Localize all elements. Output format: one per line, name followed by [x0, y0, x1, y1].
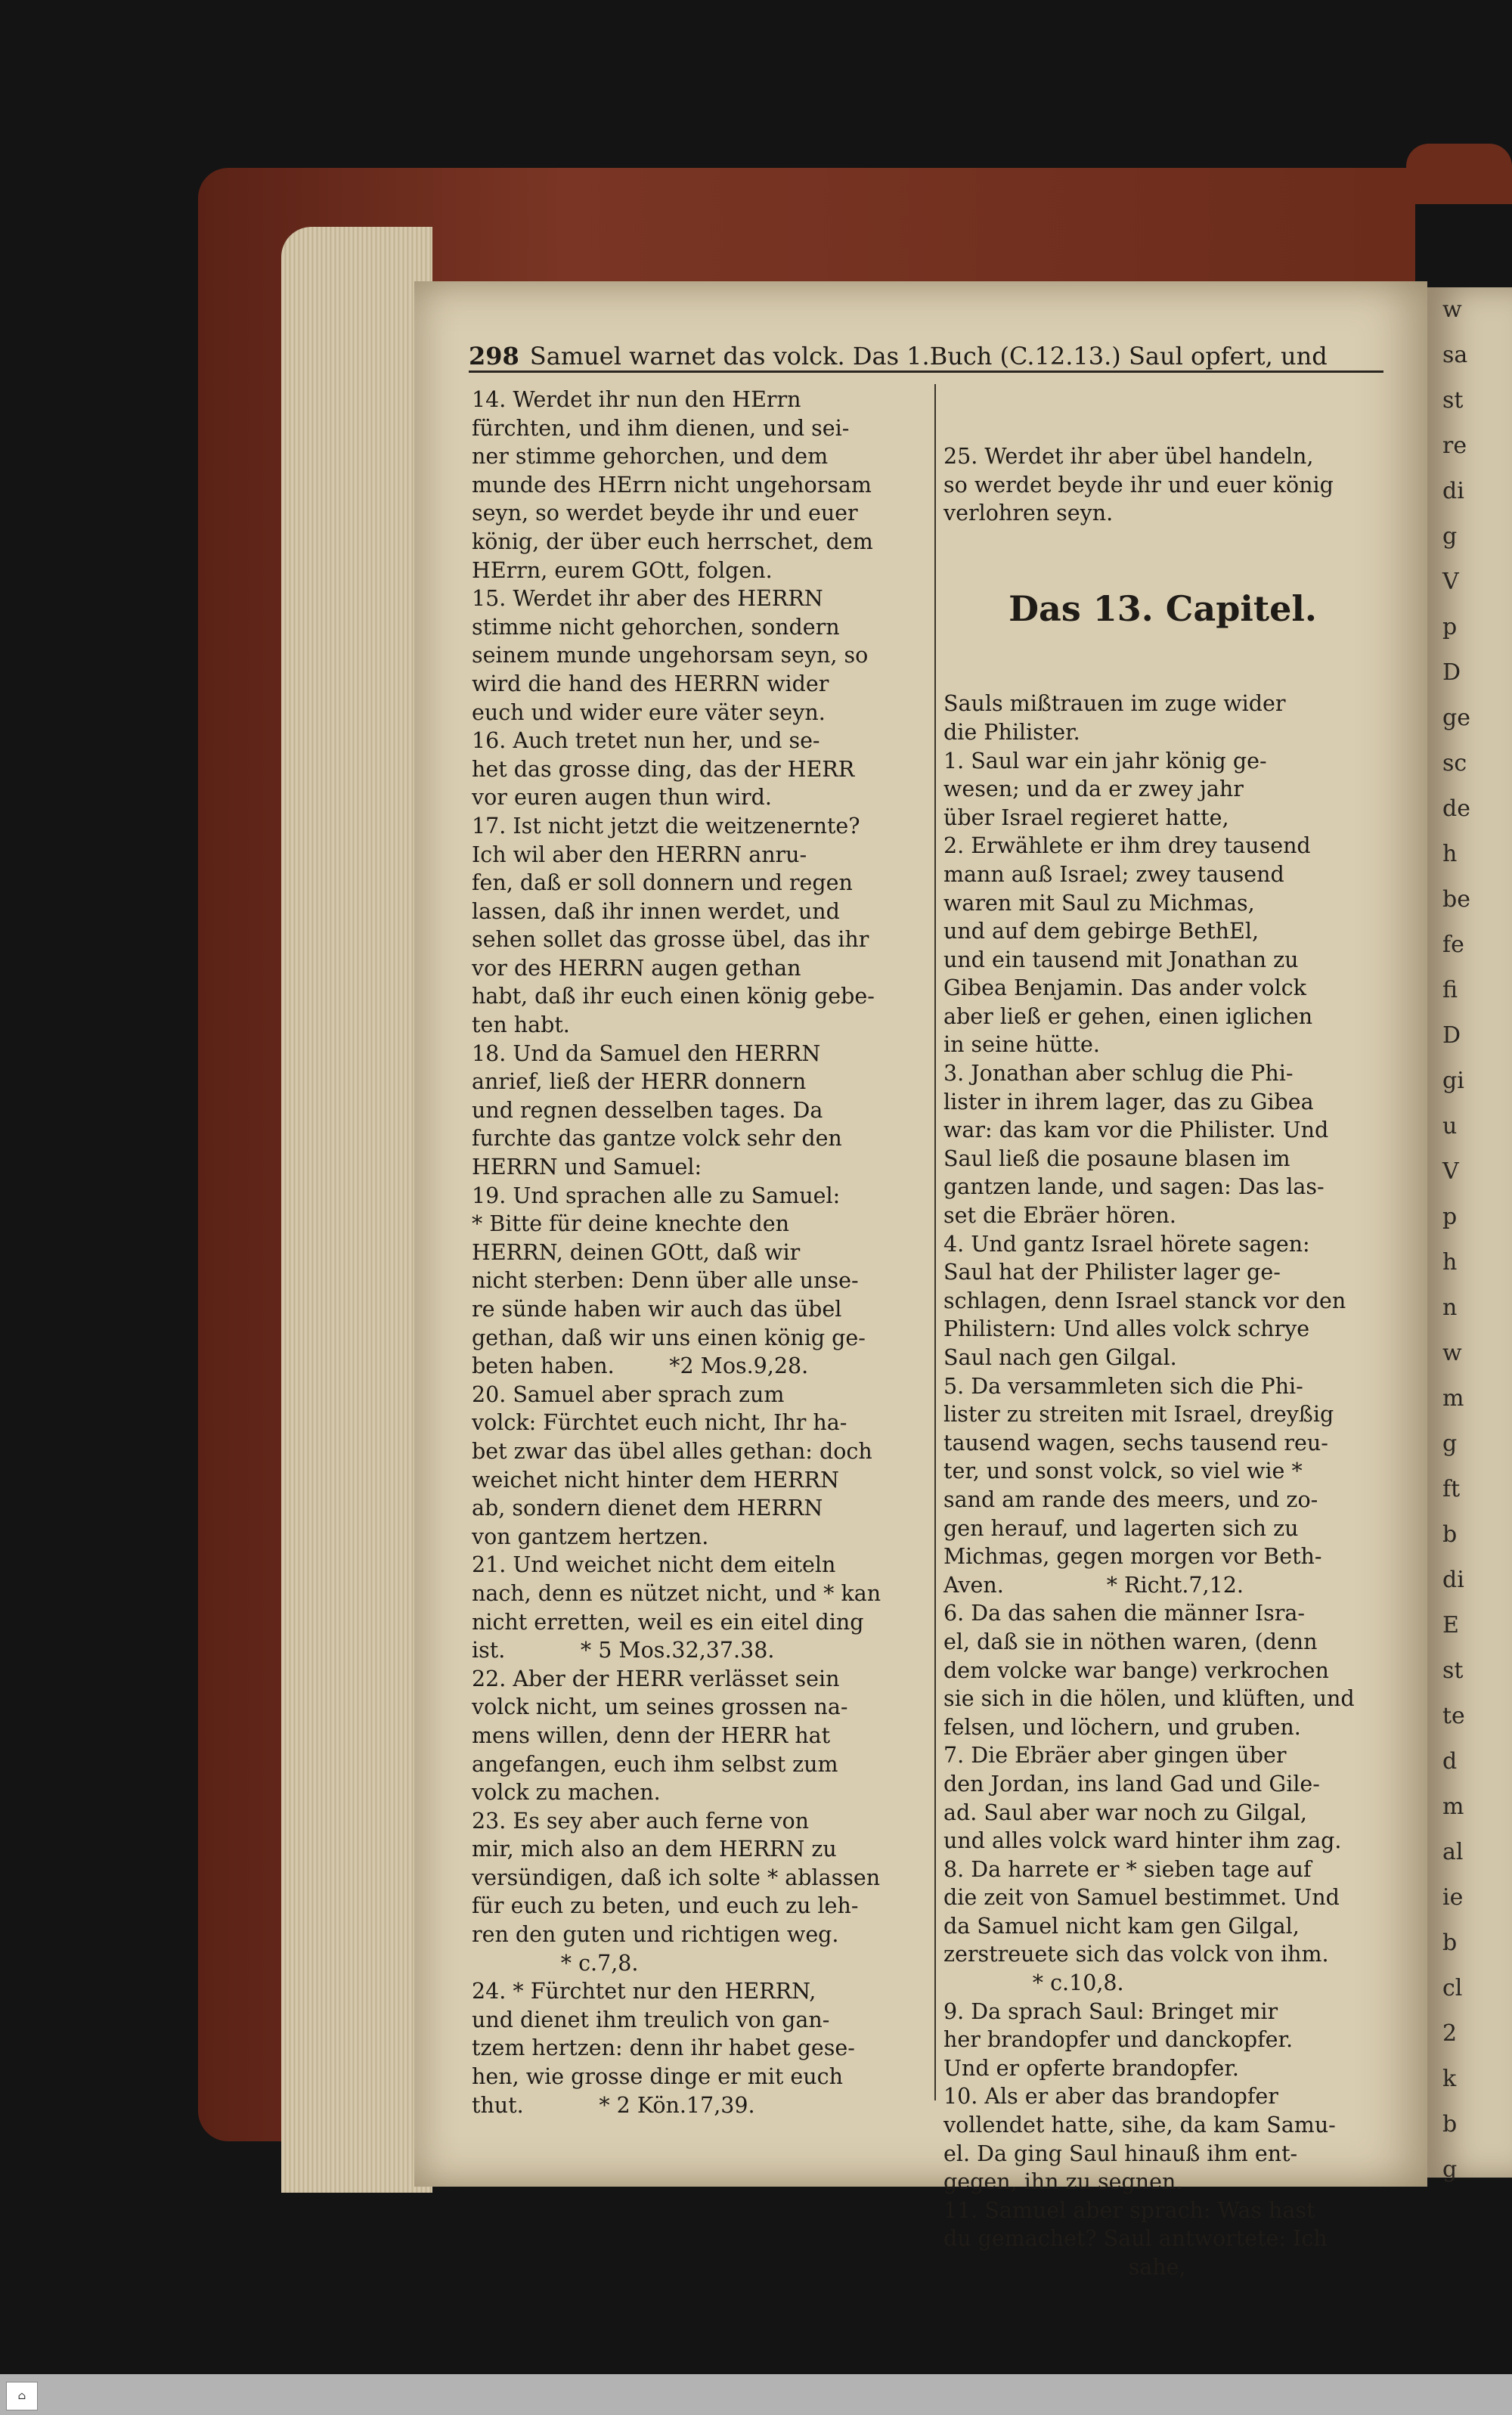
text-line: her brandopfer und danckopfer. [943, 2027, 1294, 2053]
text-line: da Samuel nicht kam gen Gilgal, [943, 1913, 1300, 1939]
text-line: habt, daß ihr euch einen könig gebe- [472, 984, 875, 1009]
facing-page-fragment: ge [1442, 705, 1470, 731]
text-line: tzem hertzen: denn ihr habet gese- [472, 2035, 855, 2061]
text-line: weichet nicht hinter dem HERRN [472, 1467, 839, 1493]
facing-page-fragment: E [1442, 1612, 1459, 1638]
right-column-body [943, 690, 1382, 2281]
facing-page-fragment: m [1442, 1385, 1464, 1412]
text-line: 2. Erwählete er ihm drey tausend [943, 833, 1311, 859]
text-line: aber ließ er gehen, einen iglichen [943, 1003, 1313, 1029]
text-line: seyn, so werdet beyde ihr und euer [472, 501, 858, 526]
page-edges [281, 227, 432, 2193]
facing-page-fragment: k [1442, 2066, 1457, 2092]
facing-page-fragment: gi [1442, 1068, 1464, 1094]
text-line: el, daß sie in nöthen waren, (denn [943, 1629, 1318, 1654]
text-line: 5. Da versammleten sich die Phi- [943, 1373, 1303, 1399]
text-line: wesen; und da er zwey jahr [943, 777, 1244, 802]
text-line: und auf dem gebirge BethEl, [943, 919, 1259, 944]
text-line: set die Ebräer hören. [943, 1203, 1176, 1229]
text-line: 3. Jonathan aber schlug die Phi- [943, 1061, 1294, 1087]
text-line: dem volcke war bange) verkrochen [943, 1657, 1329, 1683]
column-divider [934, 384, 936, 2100]
text-line: seinem munde ungehorsam seyn, so [472, 643, 869, 668]
text-line: vor euren augen thun wird. [472, 785, 772, 811]
text-line: 15. Werdet ihr aber des HERRN [472, 586, 823, 612]
text-line: Ich wil aber den HERRN anru- [472, 842, 807, 867]
text-line: felsen, und löchern, und gruben. [943, 1714, 1301, 1740]
right-text-column [943, 386, 1382, 2280]
text-line: in seine hütte. [943, 1032, 1100, 1058]
text-line: gegen, ihn zu segnen. [943, 2169, 1183, 2195]
text-line: ner stimme gehorchen, und dem [472, 444, 829, 470]
text-line: Saul nach gen Gilgal. [943, 1345, 1177, 1370]
text-line: stimme nicht gehorchen, sondern [472, 614, 840, 640]
text-line: und alles volck ward hinter ihm zag. [943, 1828, 1342, 1854]
text-line: 18. Und da Samuel den HERRN [472, 1040, 821, 1066]
text-line: sahe, [943, 2255, 1186, 2280]
text-line: euch und wider eure väter seyn. [472, 699, 826, 725]
text-line: munde des HErrn nicht ungehorsam [472, 472, 872, 498]
facing-page-fragment: sa [1442, 342, 1468, 368]
text-line: * c.7,8. [472, 1950, 639, 1976]
facing-page-fragment: fi [1442, 977, 1458, 1003]
text-line: 23. Es sey aber auch ferne von [472, 1808, 809, 1834]
text-line: nicht sterben: Denn über alle unse- [472, 1268, 859, 1294]
text-line: sehen sollet das grosse übel, das ihr [472, 927, 869, 953]
text-line: war: das kam vor die Philister. Und [943, 1118, 1329, 1143]
text-line: du gemachet? Saul antwortete: Ich [943, 2226, 1328, 2252]
text-line: volck: Fürchtet euch nicht, Ihr ha- [472, 1410, 847, 1436]
page-number: 298 [469, 342, 519, 370]
text-line: el. Da ging Saul hinauß ihm ent- [943, 2141, 1298, 2166]
facing-page-fragment: al [1442, 1839, 1464, 1865]
facing-page-fragment: m [1442, 1793, 1464, 1820]
text-line: 16. Auch tretet nun her, und se- [472, 728, 820, 754]
text-line: beten haben. *2 Mos.9,28. [472, 1353, 809, 1379]
text-line: wird die hand des HERRN wider [472, 671, 829, 696]
viewer-footer-bar [0, 2374, 1512, 2415]
text-line: 9. Da sprach Saul: Bringet mir [943, 1998, 1278, 2024]
text-line: Saul ließ die posaune blasen im [943, 1145, 1290, 1171]
facing-page-edge [1427, 287, 1512, 2183]
text-line: tausend wagen, sechs tausend reu- [943, 1430, 1328, 1456]
text-line: HErrn, eurem GOtt, folgen. [472, 557, 773, 583]
text-line: und dienet ihm treulich von gan- [472, 2007, 830, 2032]
text-line: Und er opferte brandopfer. [943, 2055, 1239, 2081]
facing-page-fragment: re [1442, 432, 1467, 459]
text-line: fen, daß er soll donnern und regen [472, 870, 853, 896]
text-line: volck zu machen. [472, 1780, 661, 1806]
text-line: ab, sondern dienet dem HERRN [472, 1496, 823, 1521]
facing-page-fragment: di [1442, 1567, 1464, 1593]
facing-page-fragment: V [1442, 1158, 1459, 1185]
facing-page-fragment: V [1442, 569, 1459, 595]
text-line: 25. Werdet ihr aber übel handeln, [943, 444, 1314, 470]
text-line: gethan, daß wir uns einen könig ge- [472, 1325, 866, 1350]
text-line: und regnen desselben tages. Da [472, 1097, 823, 1123]
text-line: die zeit von Samuel bestimmet. Und [943, 1885, 1340, 1911]
facing-page-fragment: g [1442, 523, 1458, 550]
text-line: re sünde haben wir auch das übel [472, 1297, 842, 1322]
facing-page-fragment: w [1442, 1340, 1462, 1366]
text-line: versündigen, daß ich solte * ablassen [472, 1865, 881, 1890]
text-line: 7. Die Ebräer aber gingen über [943, 1743, 1287, 1769]
text-line: 6. Da das sahen die männer Isra- [943, 1601, 1306, 1626]
text-line: ist. * 5 Mos.32,37.38. [472, 1638, 775, 1663]
text-line: für euch zu beten, und euch zu leh- [472, 1893, 859, 1919]
facing-page-fragment: 2 [1442, 2020, 1458, 2047]
facing-page-fragment: h [1442, 841, 1458, 867]
text-line: sie sich in die hölen, und klüften, und [943, 1686, 1355, 1712]
text-line: schlagen, denn Israel stanck vor den [943, 1288, 1346, 1313]
facing-page-fragment: p [1442, 614, 1458, 640]
text-line: 4. Und gantz Israel hörete sagen: [943, 1231, 1310, 1257]
text-line: 20. Samuel aber sprach zum [472, 1381, 785, 1407]
text-line: fürchten, und ihm dienen, und sei- [472, 415, 850, 441]
text-line: von gantzem hertzen. [472, 1524, 709, 1549]
text-line: lassen, daß ihr innen werdet, und [472, 898, 840, 924]
text-line: HERRN, deinen GOtt, daß wir [472, 1239, 801, 1265]
text-line: ren den guten und richtigen weg. [472, 1922, 839, 1948]
text-line: ter, und sonst volck, so viel wie * [943, 1459, 1303, 1484]
text-line: ad. Saul aber war noch zu Gilgal, [943, 1800, 1307, 1825]
facing-page-fragment: d [1442, 1748, 1458, 1775]
facing-page-fragment: n [1442, 1294, 1458, 1321]
text-line: 17. Ist nicht jetzt die weitzenernte? [472, 813, 860, 839]
facing-page-fragment: sc [1442, 750, 1467, 777]
text-line: 24. * Fürchtet nur den HERRN, [472, 1979, 816, 2004]
text-line: Michmas, gegen morgen vor Beth- [943, 1544, 1322, 1570]
facing-page-fragment: te [1442, 1703, 1465, 1729]
text-line: nach, denn es nützet nicht, und * kan [472, 1580, 881, 1606]
text-line: HERRN und Samuel: [472, 1155, 702, 1180]
facing-page-fragment: ft [1442, 1476, 1461, 1502]
text-line: furchte das gantze volck sehr den [472, 1126, 842, 1152]
text-line: angefangen, euch ihm selbst zum [472, 1751, 838, 1777]
text-line: zerstreuete sich das volck von ihm. [943, 1942, 1329, 1967]
text-line: * Bitte für deine knechte den [472, 1211, 789, 1237]
running-header [469, 333, 1383, 373]
text-line: 22. Aber der HERR verlässet sein [472, 1666, 840, 1691]
facing-page-fragment: u [1442, 1113, 1458, 1139]
text-line: mens willen, denn der HERR hat [472, 1722, 831, 1748]
text-line: gantzen lande, und sagen: Das las- [943, 1174, 1325, 1200]
left-text-column [472, 386, 928, 2118]
facing-page-fragment: de [1442, 795, 1470, 822]
text-line: über Israel regieret hatte, [943, 804, 1229, 830]
chapter-heading: Das 13. Capitel. [1009, 588, 1317, 630]
text-line: lister zu streiten mit Israel, dreyßig [943, 1402, 1334, 1428]
library-logo-icon: ⌂ [6, 2382, 38, 2410]
text-line: Philistern: Und alles volck schrye [943, 1316, 1310, 1342]
text-line: 8. Da harrete er * sieben tage auf [943, 1856, 1312, 1882]
text-line: 10. Als er aber das brandopfer [943, 2084, 1278, 2110]
facing-page-fragment: D [1442, 659, 1461, 686]
text-line: Gibea Benjamin. Das ander volck [943, 975, 1306, 1001]
text-line: mann auß Israel; zwey tausend [943, 861, 1284, 887]
text-line: * c.10,8. [943, 1970, 1124, 1996]
facing-page-fragment: p [1442, 1204, 1458, 1230]
text-line: thut. * 2 Kön.17,39. [472, 2092, 755, 2118]
text-line: Saul hat der Philister lager ge- [943, 1260, 1281, 1285]
text-line: bet zwar das übel alles gethan: doch [472, 1438, 872, 1464]
text-line: Aven. * Richt.7,12. [943, 1572, 1244, 1598]
text-line: 19. Und sprachen alle zu Samuel: [472, 1183, 841, 1208]
facing-page-fragment: b [1442, 1930, 1458, 1956]
running-title: Samuel warnet das volck. Das 1.Buch (C.12.13.) Saul opfert, und [529, 342, 1328, 370]
text-line: könig, der über euch herrschet, dem [472, 529, 873, 554]
facing-page-fragment: h [1442, 1249, 1458, 1276]
book-cover-corner [1406, 144, 1512, 204]
facing-page-fragment: di [1442, 478, 1464, 504]
text-line: Sauls mißtrauen im zuge wider [943, 691, 1286, 717]
text-line: anrief, ließ der HERR donnern [472, 1069, 807, 1095]
text-line: den Jordan, ins land Gad und Gile- [943, 1771, 1320, 1797]
text-line: 11. Samuel aber sprach: Was hast [943, 2197, 1315, 2223]
text-line: het das grosse ding, das der HERR [472, 756, 855, 782]
facing-page-fragment: g [1442, 1431, 1458, 1457]
text-line: und ein tausend mit Jonathan zu [943, 947, 1299, 972]
text-line: 14. Werdet ihr nun den HErrn [472, 387, 801, 412]
facing-page-fragment: w [1442, 296, 1462, 323]
facing-page-fragment: g [1442, 2156, 1458, 2183]
text-line: sand am rande des meers, und zo- [943, 1487, 1318, 1512]
facing-page-fragment: fe [1442, 932, 1464, 958]
text-line: lister in ihrem lager, das zu Gibea [943, 1089, 1314, 1114]
text-line: verlohren seyn. [943, 501, 1114, 526]
text-line: so werdet beyde ihr und euer könig [943, 472, 1334, 498]
text-line: volck nicht, um seines grossen na- [472, 1694, 848, 1720]
facing-page-fragment: ie [1442, 1884, 1464, 1911]
text-line: 21. Und weichet nicht dem eiteln [472, 1552, 836, 1578]
facing-page-fragment: b [1442, 1521, 1458, 1548]
text-line: 1. Saul war ein jahr könig ge- [943, 748, 1267, 773]
text-line: gen herauf, und lagerten sich zu [943, 1515, 1299, 1541]
text-line: mir, mich also an dem HERRN zu [472, 1837, 837, 1862]
facing-page-fragment: cl [1442, 1975, 1463, 2001]
facing-page-fragment: be [1442, 886, 1470, 913]
facing-page-fragment: st [1442, 387, 1464, 414]
text-line: die Philister. [943, 719, 1080, 745]
facing-page-fragment: D [1442, 1022, 1461, 1049]
text-line: nicht erretten, weil es ein eitel ding [472, 1609, 864, 1635]
right-column-top [943, 442, 1382, 528]
text-line: vor des HERRN augen gethan [472, 955, 801, 981]
text-line: ten habt. [472, 1012, 570, 1038]
facing-page-fragment: st [1442, 1657, 1464, 1684]
text-line: vollendet hatte, sihe, da kam Samu- [943, 2113, 1336, 2138]
facing-page-fragment: b [1442, 2111, 1458, 2138]
text-line: hen, wie grosse dinge er mit euch [472, 2064, 843, 2090]
text-line: waren mit Saul zu Michmas, [943, 890, 1255, 916]
